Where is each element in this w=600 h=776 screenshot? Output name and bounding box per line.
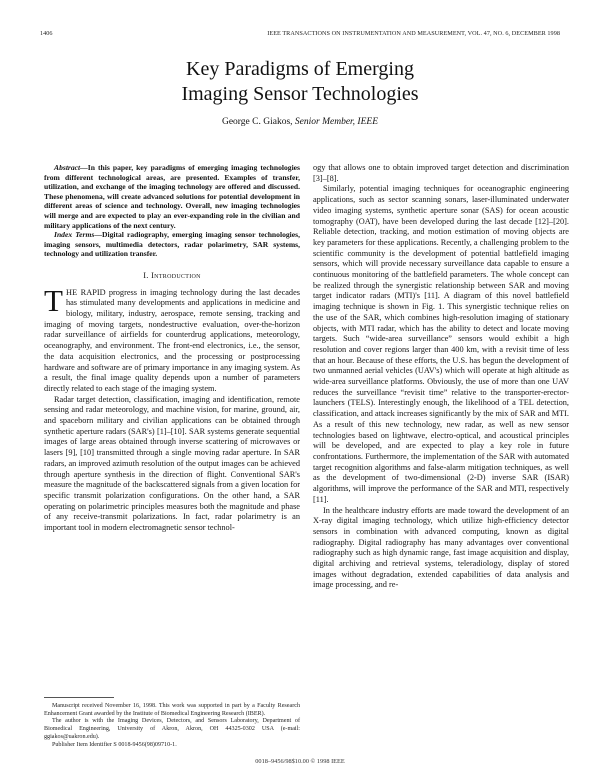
- footnote-received: Manuscript received November 16, 1998. This work was supported in part by a Faculty Research Enhancement Grant awarded by the Institute of Biomedical Engineering Research (IBER).: [44, 703, 300, 717]
- copyright-line: 0018–9456/98$10.00 © 1998 IEEE: [255, 758, 345, 765]
- index-terms-label: Index Terms—: [54, 230, 102, 240]
- author-membership: Senior Member, IEEE: [294, 117, 379, 127]
- footnote-affiliation: The author is with the Imaging Devices, Detectors, and Sensors Laboratory, Department of Biomedical Engineering, University of Akron, Akron, OH 44325-0302 USA (e-mail: ggiakos@uakron.edu).: [44, 718, 300, 740]
- continued-paragraph: ogy that allows one to obtain improved target detection and discrimination [3]–[8].: [313, 163, 569, 183]
- intro-paragraph-2: Radar target detection, classification, imaging and identification, remote sensing and radar meteorology, and machine vision, for marine, ground, air, and spaceborn military and civilian applications can be obtained through synthetic aperture radars (SAR's) [1]–[10]. SAR systems generate sequential images of large areas obtained through inverse scattering of microwaves or lasers [9], [10] transmitted through a single moving radar aperture. In SAR radars, an improved azimuth resolution of the output images can be achieved through aperture synthesis in the direction of flight. Conventional SAR's measure the magnitude of the backscattered signals from a given location for specific transmit polarization configurations. On the other hand, a SAR operating on polarimetric principles measures both the magnitude and phase of any receive-transmit polarizations. In fact, radar polarimetry is an important tool in modern electromagnetic sensor technol-: [44, 394, 300, 533]
- section-heading: [44, 271, 300, 282]
- title-line-1: Key Paradigms of Emerging: [186, 58, 414, 80]
- paper-title: [0, 57, 600, 107]
- left-column: [44, 163, 300, 534]
- intro-paragraph-1: [44, 282, 300, 395]
- intro-paragraph-4: In the healthcare industry efforts are made toward the development of an X-ray digital imaging technology, which utilize high-efficiency detector sensors in combination with advanced computing, known as digital radiography. Digital radiography has many advantages over conventional radiography such as high dynamic range, fast image acquisition and display, digital archiving and retrieval systems, teleradiology, display of stored images without degradation, extended capabilities of data analysis and image processing, and re-: [313, 505, 569, 590]
- section-title: Introduction: [151, 270, 201, 280]
- first-word: HE: [65, 287, 78, 297]
- abstract: [44, 163, 300, 230]
- abstract-text: In this paper, key paradigms of emerging imaging technologies from different technological areas, are presented. Examples of transfer, utilization, and exchange of the imaging technology are offered and discussed. These phenomena, will create advanced solutions for potential development in different areas of science and technology. Overall, new imaging technologies will merge and are expected to play an ever-expanding role in the civilian and military applications of the next century.: [44, 163, 300, 230]
- footnote-rule: [44, 697, 114, 698]
- running-head: [40, 30, 560, 37]
- author-name: George C. Giakos,: [221, 117, 293, 127]
- title-line-2: Imaging Sensor Technologies: [181, 83, 419, 105]
- intro-paragraph-3: Similarly, potential imaging techniques for oceanographic engineering applications, such as sector scanning sonars, laser-illuminated underwater video imaging systems, synthetic aperture sonar (SAS) for ocean acoustic tomography (OAT), have been developed during the last decade [12]–[20]. Reliable detection, tracking, and motion estimation of moving objects are key parameters for these applications. Recently, a challenging problem to the scientific community is the development of potential battlefield imaging sensors, which will provide necessary surveillance data capable to ensure a continuous monitoring of the battlefield parameters. The whole concept can be realized through the synergistic relationship between SAR and moving target indicator radars (MTI)'s [11]. A diagram of this novel battlefield imaging technique is shown in Fig. 1. This synergistic technique relies on the use of the SAR, which combines high-resolution imaging of stationary objects, with MTI radar, which has the ability to detect and locate moving targets. Such “wide-area surveillance” sensors would exhibit a high resolution and cover regions larger than 400 km, with a revisit time of less that an hour. Because of these efforts, the U.S. has begun the development of two unmanned aerial vehicles (UAV's) which will operate at high altitude as wide-area surveillance platforms. Obviously, the use of more than one UAV reduces the surveillance “revisit time” relative to the transporter-erector-launchers (TELS). Interestingly enough, the likelihood of a TEL detection, classification, and attack increases significantly by the mix of SAR and MTI. As a result of this new technology, new radar, as well as new sensor technologies based on lightwave, electro-optical, and acoustical principles will be developed, and are expected to play a key role in future confrontations. Furthermore, the implementation of the SAR with automated target recognition algorithms and false-alarm mitigation techniques, as well as the development of two-dimensional (2-D) inverse SAR (ISAR) algorithms, will improve the performance of the SAR and MTI, respectively [11].: [313, 184, 569, 504]
- drop-cap: T: [44, 282, 63, 318]
- journal-citation: IEEE TRANSACTIONS ON INSTRUMENTATION AND MEASUREMENT, VOL. 47, NO. 6, DECEMBER 1998: [267, 30, 560, 37]
- abstract-label: Abstract—: [54, 163, 88, 172]
- footnotes: [44, 703, 300, 749]
- section-number: I.: [143, 270, 149, 280]
- intro-paragraph-1-text: RAPID progress in imaging technology during the last decades has stimulated many developments and applications in medicine and biology, military, industry, aerospace, remote sensing, tracking and imaging of moving targets, nondestructive evaluation, over-the-horizon radar surveillance of airfields for counterdrug applications, meteorology, oceanography, and environment. The front-end electronics, i.e., the sensor, the data acquisition electronics, and the processing or postprocessing hardware and software are of primary importance in any imaging system. As a result, the final image quality depends upon a number of parameters directly related to each stage of the imaging system.: [44, 287, 300, 393]
- footnote-identifier: Publisher Item Identifier S 0018-9456(98)09710-1.: [52, 741, 177, 748]
- index-terms: [44, 230, 300, 259]
- right-column: [313, 163, 569, 591]
- page-number: 1406: [40, 30, 53, 37]
- author-line: [0, 117, 600, 127]
- index-terms-text: Digital radiography, emerging imaging sensor technologies, imaging sensors, multimedia detectors, radar polarimetry, SAR systems, technology and utilization transfer.: [44, 230, 300, 259]
